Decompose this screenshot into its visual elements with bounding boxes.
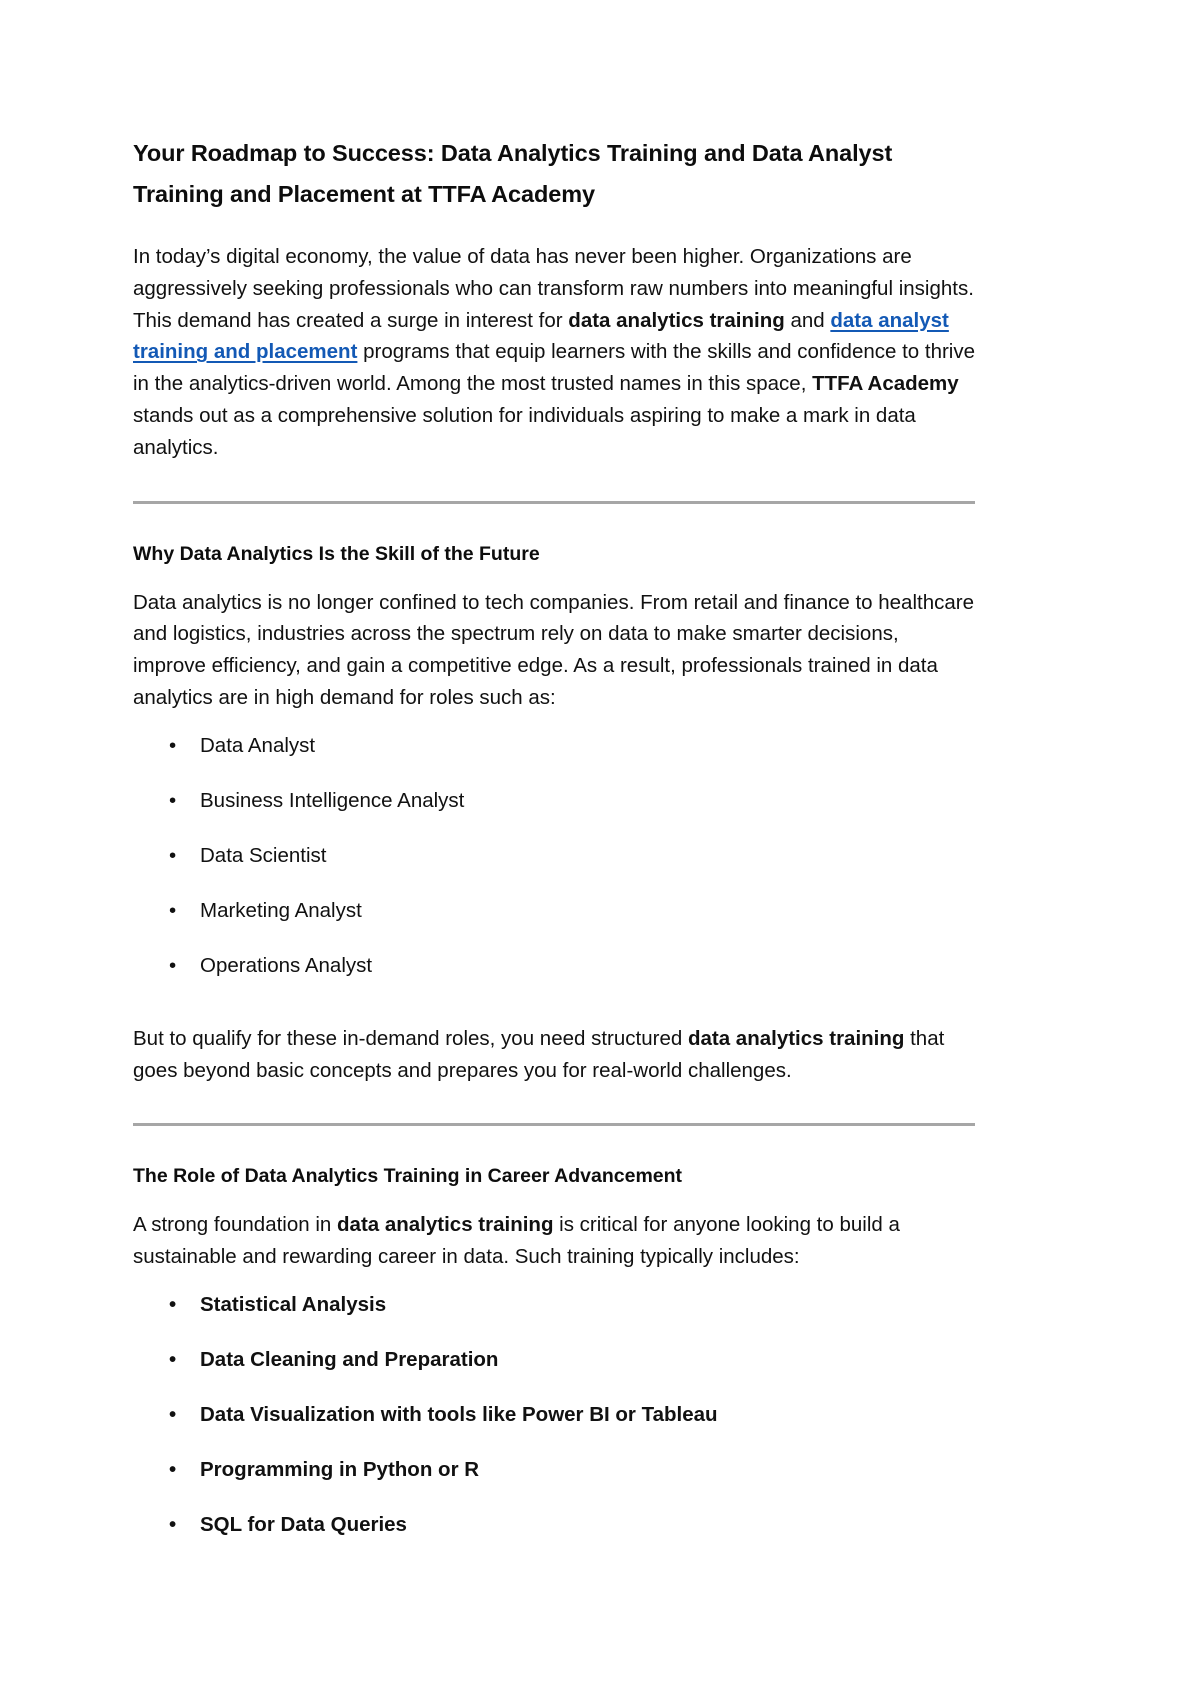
skills-list (133, 1291, 975, 1538)
page-title: Your Roadmap to Success: Data Analytics Training and Data Analyst Training and Placement at TTFA Academy (133, 140, 893, 207)
bullet-icon: • (169, 1347, 177, 1371)
bullet-icon: • (169, 843, 177, 867)
list-item-label: Programming in Python or R (200, 1457, 480, 1481)
list-item (133, 1346, 975, 1373)
list-item-label: Statistical Analysis (200, 1292, 387, 1316)
intro-paragraph (133, 241, 975, 464)
section-one-paragraph: Data analytics is no longer confined to tech companies. From retail and finance to healthcare and logistics, industries across the spectrum rely on data to make smarter decisions, improve efficiency, and gain a competitive edge. As a result, professionals trained in data analytics are in high demand for roles such as: (133, 590, 974, 709)
bullet-icon: • (169, 1457, 177, 1481)
section-two-paragraph (133, 1209, 975, 1273)
section-heading-role-of-data-analytics-training: The Role of Data Analytics Training in Career Advancement (133, 1165, 683, 1188)
intro-bold-data-analytics-training: data analytics training (568, 308, 785, 332)
list-item (133, 787, 975, 814)
closing-bold-data-analytics-training: data analytics training (687, 1026, 905, 1050)
section-divider-1 (133, 501, 975, 504)
list-item (133, 1291, 975, 1318)
list-item-label: Marketing Analyst (200, 898, 362, 922)
list-item-label: Operations Analyst (200, 953, 373, 977)
section-two-bold-data-analytics-training: data analytics training (337, 1213, 554, 1237)
list-item (133, 842, 975, 869)
bullet-icon: • (169, 898, 177, 922)
list-item (133, 1511, 975, 1538)
list-item (133, 732, 975, 759)
link-data-analyst-training-and-placement[interactable]: data analyst training and placement (133, 308, 949, 364)
section-divider-1-wrap (133, 501, 975, 504)
spacer (133, 997, 975, 1023)
intro-text-part-1: In today’s digital economy, the value of data has never been higher. Organizations are aggressively seeking professionals who can transform raw numbers into meaningful insights. This demand has created a surge in interest for (133, 245, 974, 332)
intro-text-part-3: programs that equip learners with the skills and confidence to thrive in the analytics-driven world. Among the most trusted names in this space, (133, 340, 976, 396)
list-item-label: Business Intelligence Analyst (200, 788, 465, 812)
bullet-icon: • (169, 788, 177, 812)
list-item-label: Data Visualization with tools like Power BI or Tableau (200, 1402, 718, 1426)
bullet-icon: • (169, 1402, 177, 1426)
bullet-icon: • (169, 733, 177, 757)
list-item-label: Data Scientist (200, 843, 327, 867)
list-item (133, 1456, 975, 1483)
closing-text-part-2: that goes beyond basic concepts and prepares you for real-world challenges. (133, 1026, 945, 1082)
section-two-text-part-2: is critical for anyone looking to build a sustainable and rewarding career in data. Such training typically includes: (133, 1213, 900, 1269)
closing-text-part-1: But to qualify for these in-demand roles, you need structured (133, 1026, 688, 1050)
section-divider-2 (133, 1123, 975, 1126)
intro-bold-ttfa-academy: TTFA Academy (812, 372, 959, 396)
bullet-icon: • (169, 1512, 177, 1536)
list-item-label: Data Analyst (200, 733, 316, 757)
list-item-label: Data Cleaning and Preparation (200, 1347, 499, 1371)
roles-list (133, 732, 975, 979)
intro-text-part-4: stands out as a comprehensive solution for individuals aspiring to make a mark in data analytics. (133, 403, 916, 459)
section-two-text-part-1: A strong foundation in (133, 1213, 338, 1237)
list-item (133, 897, 975, 924)
bullet-icon: • (169, 953, 177, 977)
list-item-label: SQL for Data Queries (200, 1512, 407, 1536)
section-divider-2-wrap (133, 1123, 975, 1126)
section-one-closing-paragraph (133, 1023, 975, 1087)
bullet-icon: • (169, 1292, 177, 1316)
intro-text-part-2: and (784, 308, 831, 332)
list-item (133, 1401, 975, 1428)
list-item (133, 952, 975, 979)
section-heading-why-data-analytics: Why Data Analytics Is the Skill of the Future (133, 542, 540, 565)
